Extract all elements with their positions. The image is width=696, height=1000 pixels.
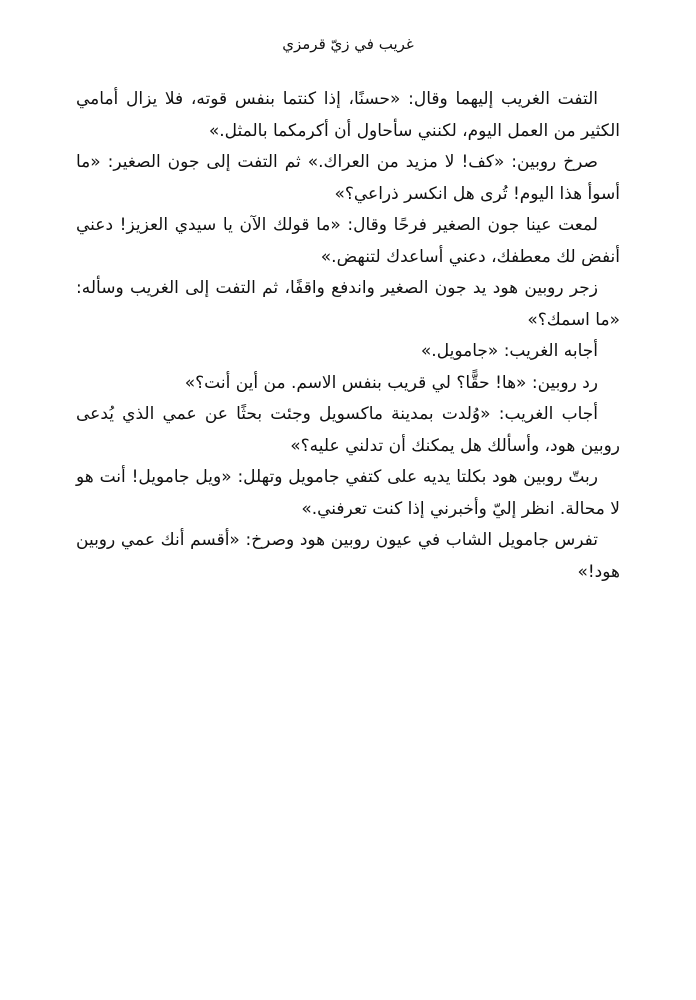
paragraph: أجابه الغريب: «جامويل.» <box>420 341 598 361</box>
paragraph: تفرس جامويل الشاب في عيون روبين هود وصرخ: «أقسم أنك عمي روبين هود!» <box>76 530 620 582</box>
paragraph: ربتّ روبين هود بكلتا يديه على كتفي جامويل وتهلل: «ويل جامويل! أنت هو لا محالة. انظر إليّ وأخبرني إذا كنت تعرفني.» <box>76 467 620 519</box>
paragraph: أجاب الغريب: «وُلدت بمدينة ماكسويل وجئت بحثًا عن عمي الذي يُدعى روبين هود، وأسألك هل يمكنك أن تدلني عليه؟» <box>76 404 620 456</box>
paragraph: لمعت عينا جون الصغير فرحًا وقال: «ما قولك الآن يا سيدي العزيز! دعني أنفض لك معطفك، دعني أساعدك لتنهض.» <box>76 215 620 267</box>
paragraph: رد روبين: «ها! حقًّا؟ لي قريب بنفس الاسم. من أين أنت؟» <box>184 372 598 393</box>
page-body <box>76 84 620 588</box>
running-header: غريب في زيّ قرمزي <box>282 35 414 53</box>
paragraph: صرخ روبين: «كف! لا مزيد من العراك.» ثم التفت إلى جون الصغير: «ما أسوأ هذا اليوم! تُرى هل انكسر ذراعي؟» <box>76 152 620 204</box>
paragraph: زجر روبين هود يد جون الصغير واندفع واقفًا، ثم التفت إلى الغريب وسأله: «ما اسمك؟» <box>76 278 620 330</box>
paragraph: التفت الغريب إليهما وقال: «حسنًا، إذا كنتما بنفس قوته، فلا يزال أمامي الكثير من العمل اليوم، لكنني سأحاول أن أكرمكما بالمثل.» <box>76 89 620 141</box>
